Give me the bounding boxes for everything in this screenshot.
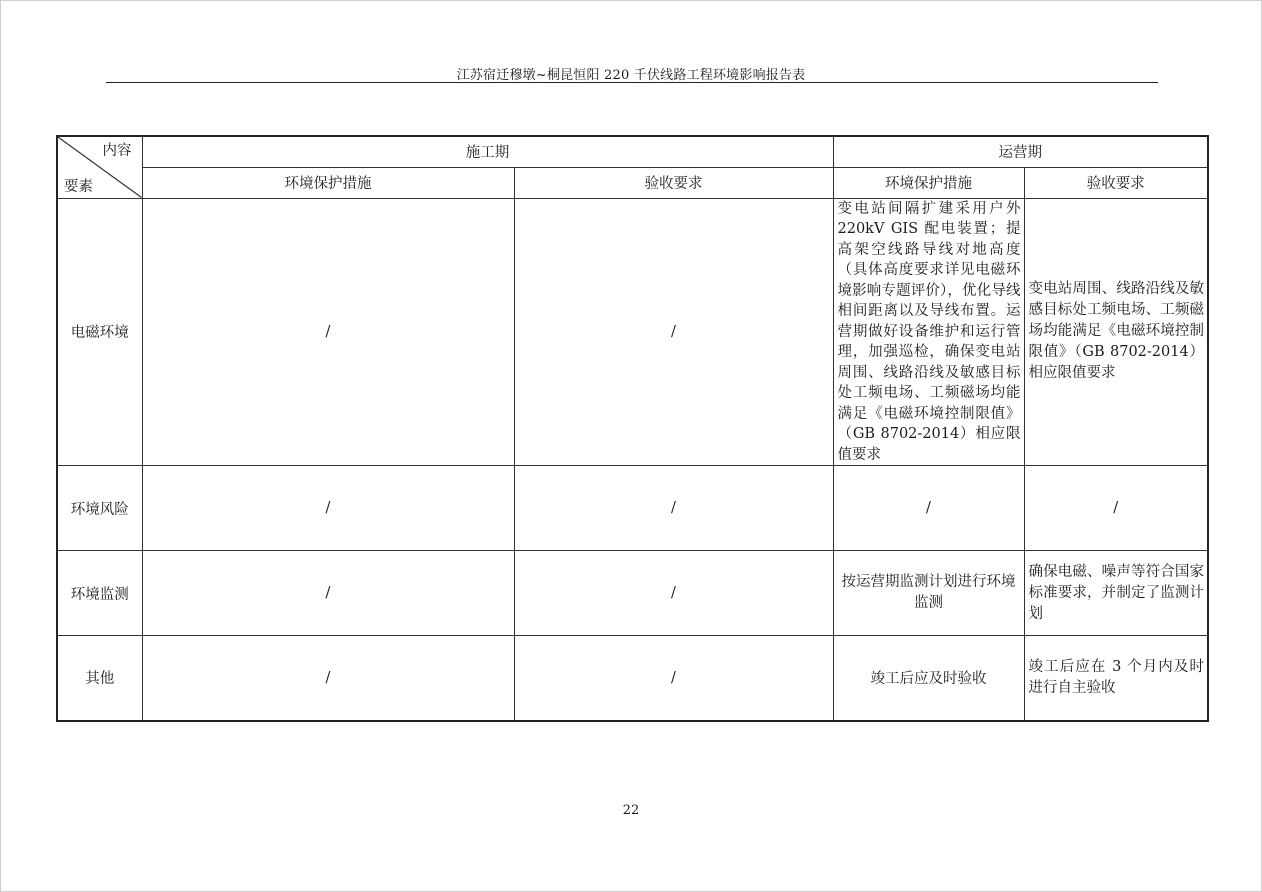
subheader-construction-measures: 环境保护措施	[142, 167, 514, 198]
group-header-operation: 运营期	[833, 136, 1208, 167]
cell-construction-measures: /	[142, 466, 514, 551]
cell-operation-acceptance	[1024, 636, 1208, 721]
cell-construction-acceptance: /	[514, 636, 833, 721]
corner-label-content: 内容	[102, 143, 132, 159]
row-element-label: 环境风险	[57, 466, 142, 551]
operation-measures-text: 变电站间隔扩建采用户外220kV GIS 配电装置；提高架空线路导线对地高度（具体高度要求详见电磁环境影响专题评价），优化导线相间距离以及导线布置。运营期做好设备维护和运行管理，加强巡检，确保变电站周围、线路沿线及敏感目标处工频电场、工频磁场均能满足《电磁环境控制限值》（GB 8702-2014）相应限值要求	[837, 200, 1021, 463]
header-rule	[106, 82, 1158, 83]
cell-construction-measures: /	[142, 551, 514, 636]
page-number: 22	[622, 803, 640, 818]
cell-operation-measures: /	[833, 466, 1024, 551]
table-row	[57, 466, 1208, 551]
cell-operation-acceptance	[1024, 198, 1208, 466]
cell-operation-acceptance: /	[1024, 466, 1208, 551]
corner-diagonal-cell	[57, 136, 142, 198]
table-row	[57, 636, 1208, 721]
cell-construction-measures: /	[142, 198, 514, 466]
corner-label-element: 要素	[64, 178, 93, 195]
operation-measures-text: 按运营期监测计划进行环境监测	[841, 574, 1016, 611]
cell-operation-acceptance	[1024, 551, 1208, 636]
cell-construction-acceptance: /	[514, 466, 833, 551]
cell-construction-measures: /	[142, 636, 514, 721]
cell-operation-measures: 竣工后应及时验收	[833, 636, 1024, 721]
row-element-label: 电磁环境	[57, 198, 142, 466]
cell-operation-measures	[833, 551, 1024, 636]
row-element-label: 其他	[57, 636, 142, 721]
page-header-title: 江苏宿迁穆墩~桐昆恒阳 220 千伏线路工程环境影响报告表	[456, 68, 806, 83]
cell-construction-acceptance: /	[514, 198, 833, 466]
operation-acceptance-text: 确保电磁、噪声等符合国家标准要求，并制定了监测计划	[1028, 563, 1204, 622]
subheader-operation-acceptance: 验收要求	[1024, 167, 1208, 198]
cell-operation-measures	[833, 198, 1024, 466]
group-header-construction: 施工期	[142, 136, 833, 167]
table-row	[57, 551, 1208, 636]
cell-construction-acceptance: /	[514, 551, 833, 636]
table-row	[57, 198, 1208, 466]
operation-acceptance-text: 变电站周围、线路沿线及敏感目标处工频电场、工频磁场均能满足《电磁环境控制限值》（GB 8702-2014）相应限值要求	[1028, 281, 1204, 382]
operation-acceptance-text: 竣工后应在 3 个月内及时进行自主验收	[1028, 658, 1204, 696]
environmental-measures-table	[56, 135, 1209, 722]
table-group-header-row	[57, 136, 1208, 167]
table-subheader-row	[57, 167, 1208, 198]
row-element-label: 环境监测	[57, 551, 142, 636]
subheader-construction-acceptance: 验收要求	[514, 167, 833, 198]
subheader-operation-measures: 环境保护措施	[833, 167, 1024, 198]
